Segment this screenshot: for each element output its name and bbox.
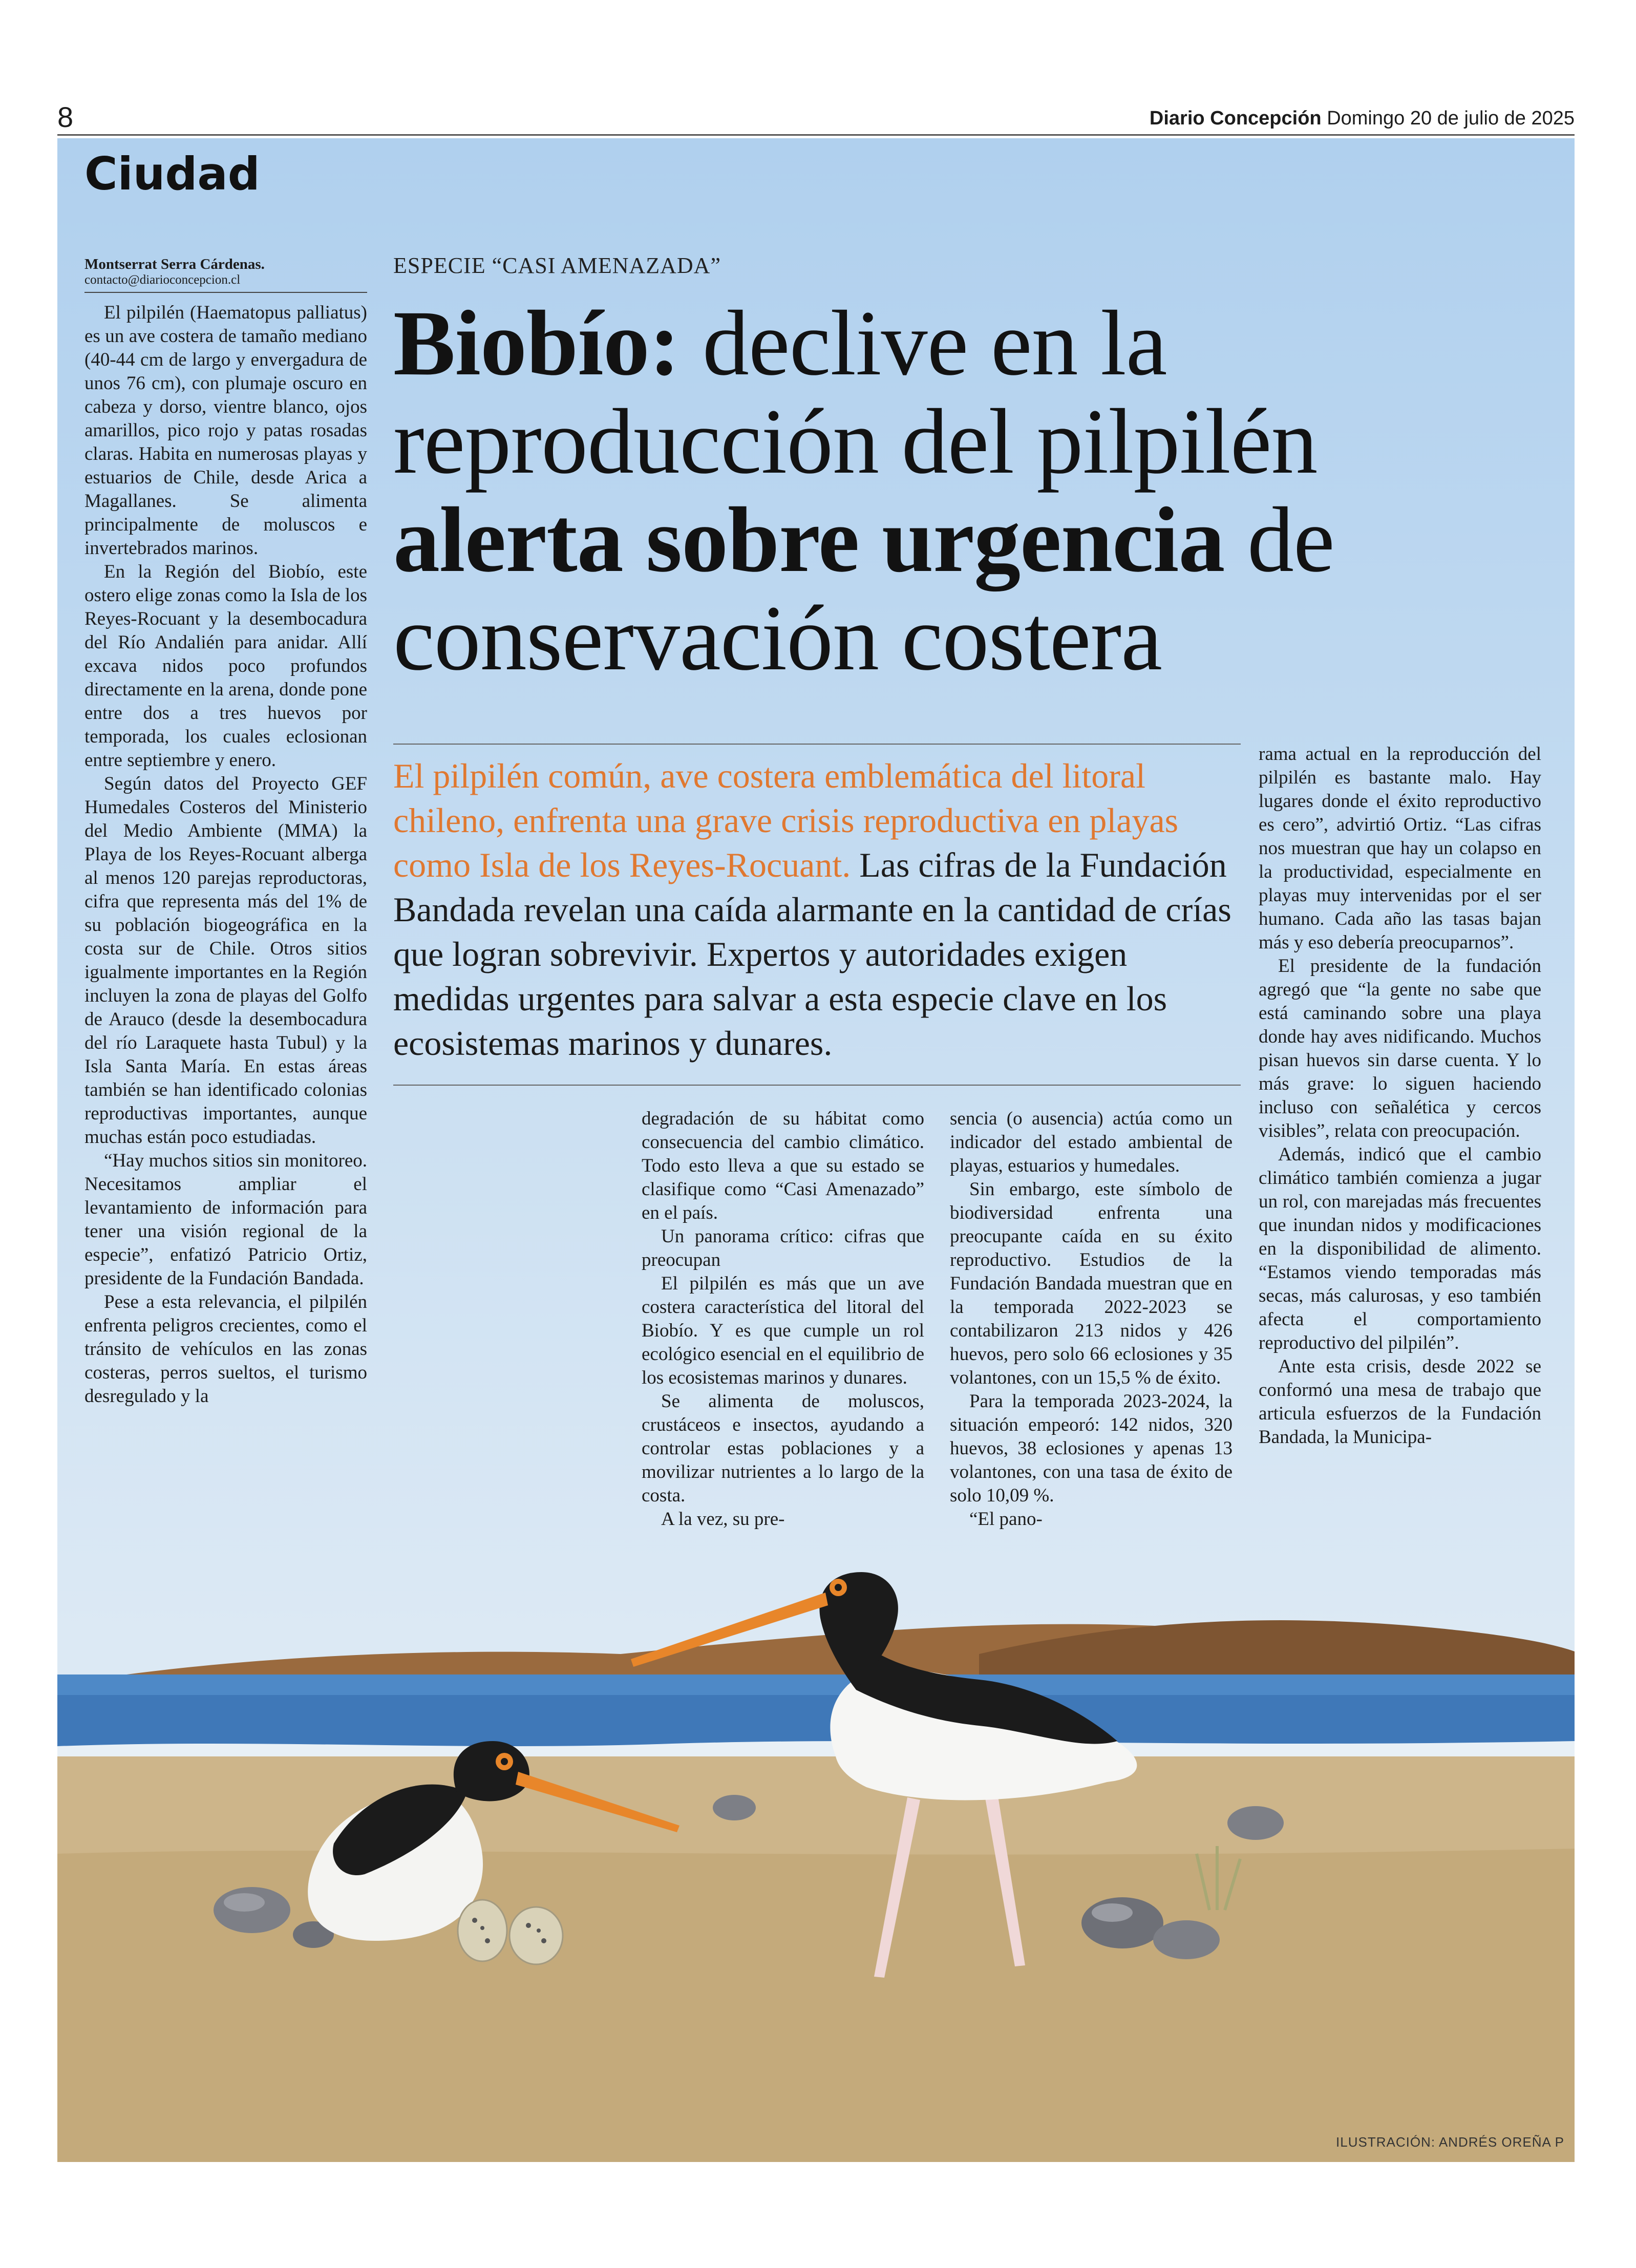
masthead xyxy=(1150,108,1575,130)
body-column-2 xyxy=(642,1107,924,1609)
rock-4 xyxy=(1081,1897,1163,1948)
paragraph: rama actual en la reproducción del pilpilén es bastante malo. Hay lugares donde el éxito reproductivo es cero”, advirtió Ortiz. “Las cifras nos muestran que hay un colapso en la productividad, especialmente en playas muy intervenidas por el ser humano. Cada año las tasas bajan más y eso debería preocuparnos”. xyxy=(1259,744,1541,953)
page-number: 8 xyxy=(57,101,74,133)
paragraph: “Hay muchos sitios sin monitoreo. Necesitamos ampliar el levantamiento de información para tener una visión regional de la especie”, enfatizó Patricio Ortiz, presidente de la Fundación Bandada. xyxy=(84,1150,367,1289)
deck-text: Las cifras de la Fundación Bandada revelan una caída alarmante en la cantidad de crías que logran sobrevivir. Expertos y autoridades exigen medidas urgentes para salvar a esta especie clave en los ecosistemas marinos y dunares. xyxy=(393,845,1231,1063)
byline xyxy=(84,256,366,287)
deck-rule-top xyxy=(393,744,1241,745)
deck-rule-bottom xyxy=(393,1085,1241,1086)
deck xyxy=(393,754,1243,1066)
subheading: Un panorama crítico: cifras que preocupan xyxy=(642,1226,924,1270)
paragraph: degradación de su hábitat como consecuencia del cambio climático. Todo esto lleva a que su estado se clasifique como “Casi Amenazado” en el país. xyxy=(642,1108,924,1223)
author-email: contacto@diarioconcepcion.cl xyxy=(84,273,241,287)
paragraph: Sin embargo, este símbolo de biodiversidad enfrenta una preocupante caída en su éxito reproductivo. Estudios de la Fundación Bandada muestran que en la temporada 2022-2023 se contabilizaron 213 nidos y 426 huevos, pero solo 66 eclosiones y 35 volantones, con un 15,5 % de éxito. xyxy=(950,1179,1233,1388)
paragraph: Además, indicó que el cambio climático también comienza a jugar un rol, con marejadas más frecuentes que inundan nidos y modificaciones en la disponibilidad de alimento. “Estamos viendo temporadas más secas, más calurosas, y eso también afecta el comportamiento reproductivo del pilpilén”. xyxy=(1259,1144,1541,1353)
paragraph: El pilpilén (Haematopus palliatus) es un ave costera de tamaño mediano (40-44 cm de largo y envergadura de unos 76 cm), con plumaje oscuro en cabeza y dorso, vientre blanco, ojos amarillos, pico rojo y patas rosadas claras. Habita en numerosas playas y estuarios de Chile, desde Arica a Magallanes. Se alimenta principalmente de moluscos e invertebrados marinos. xyxy=(84,302,367,559)
headline-text-1: declive en la reproducción del pilpilén xyxy=(393,292,1318,493)
rock-6 xyxy=(1227,1806,1284,1840)
paragraph: Ante esta crisis, desde 2022 se conformó una mesa de trabajo que articula esfuerzos de la Fundación Bandada, la Municipa- xyxy=(1259,1356,1541,1448)
paragraph: El pilpilén es más que un ave costera característica del litoral del Biobío. Y es que cumple un rol ecológico esencial en el equilibrio de los ecosistemas marinos y dunares. xyxy=(642,1273,924,1388)
byline-rule xyxy=(84,292,367,293)
paragraph: A la vez, su pre- xyxy=(661,1509,785,1530)
headline xyxy=(393,294,1469,688)
newspaper-name: Diario Concepción xyxy=(1149,108,1322,129)
body-column-3 xyxy=(950,1107,1233,1588)
paragraph: Para la temporada 2023-2024, la situación empeoró: 142 nidos, 320 huevos, 38 eclosiones y apenas 13 volantones, con una tasa de éxito de solo 10,09 %. xyxy=(950,1391,1233,1506)
paragraph: En la Región del Biobío, este ostero elige zonas como la Isla de los Reyes-Rocuant y la desembocadura del Río Andalién para anidar. Allí excava nidos poco profundos directamente en la arena, donde pone entre dos a tres huevos por temporada, los cuales eclosionan entre septiembre y enero. xyxy=(84,561,367,771)
sand-shade xyxy=(57,1849,1575,2162)
rock-1 xyxy=(214,1887,290,1933)
headline-bold-2: alerta sobre urgencia xyxy=(393,489,1225,591)
beach-illustration xyxy=(57,1536,1575,2162)
body-column-1 xyxy=(84,301,367,1612)
section-title: Ciudad xyxy=(84,147,260,200)
paragraph: Se alimenta de moluscos, crustáceos e insectos, ayudando a controlar estas poblaciones y a movilizar nutrientes a lo largo de la costa. xyxy=(642,1391,924,1506)
author-name: Montserrat Serra Cárdenas. xyxy=(84,256,265,272)
sea-far xyxy=(57,1674,1575,1695)
body-column-4 xyxy=(1259,743,1541,1593)
deck-lead: El pilpilén común, ave costera emblemática del litoral chileno, enfrenta una grave crisis reproductiva en playas como Isla de los Reyes-Rocuant. xyxy=(393,756,1179,884)
issue-date: Domingo 20 de julio de 2025 xyxy=(1327,108,1575,129)
rock-3 xyxy=(713,1795,756,1820)
kicker: ESPECIE “CASI AMENAZADA” xyxy=(393,253,721,278)
paragraph: sencia (o ausencia) actúa como un indicador del estado ambiental de playas, estuarios y humedales. xyxy=(950,1108,1233,1176)
paragraph: Pese a esta relevancia, el pilpilén enfrenta peligros crecientes, como el tránsito de vehículos en las zonas costeras, perros sueltos, el turismo desregulado y la xyxy=(84,1291,367,1407)
header-rule xyxy=(57,134,1575,136)
rock-5 xyxy=(1153,1920,1220,1959)
paragraph: Según datos del Proyecto GEF Humedales Costeros del Ministerio del Medio Ambiente (MMA) la Playa de los Reyes-Rocuant alberga al menos 120 parejas reproductoras, cifra que representa más del 1% de su población biogeográfica en la costa sur de Chile. Otros sitios igualmente importantes en la Región incluyen la zona de playas del Golfo de Arauco (desde la desembocadura del río Laraquete hasta Tubul) y la Isla Santa María. En estas áreas también se han identificado colonias reproductivas importantes, aunque muchas están poco estudiadas. xyxy=(84,773,367,1148)
paragraph: “El pano- xyxy=(969,1509,1043,1530)
paragraph: El presidente de la fundación agregó que “la gente no sabe que está caminando sobre una playa donde hay aves nidificando. Muchos pisan huevos sin darse cuenta. Y lo más grave: lo siguen haciendo incluso con señalética y cercos visibles”, relata con preocupación. xyxy=(1259,956,1541,1141)
illustration-credit: ILUSTRACIÓN: ANDRÉS OREÑA P xyxy=(1336,2134,1564,2150)
headline-text-2: de conservación costera xyxy=(393,489,1334,690)
headline-bold-1: Biobío: xyxy=(393,292,680,395)
